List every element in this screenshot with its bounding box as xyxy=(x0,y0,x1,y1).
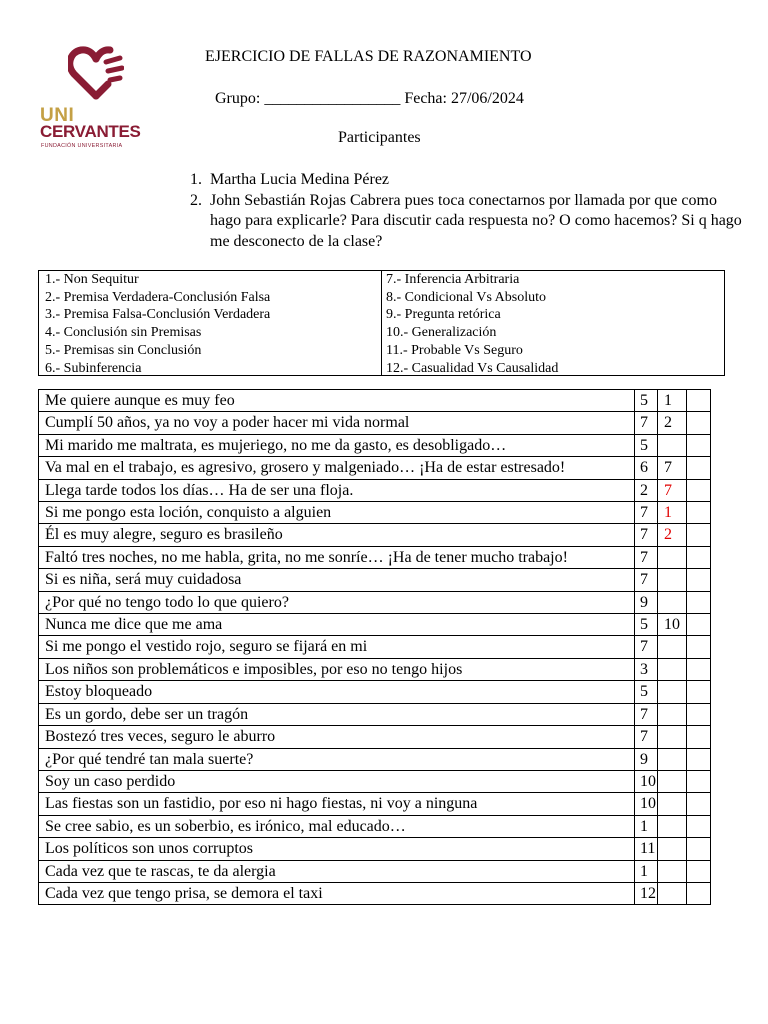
heart-logo-icon xyxy=(68,44,124,102)
table-row xyxy=(39,636,711,658)
alt-answer-cell: 10 xyxy=(658,614,687,636)
answer-cell: 10 xyxy=(635,793,658,815)
alt-answer-cell xyxy=(658,770,687,792)
statement-cell: Si me pongo esta loción, conquisto a alguien xyxy=(39,502,635,524)
alt-answer-cell: 1 xyxy=(658,390,687,412)
answer-cell: 9 xyxy=(635,591,658,613)
university-logo xyxy=(38,44,158,154)
answer-cell: 5 xyxy=(635,390,658,412)
table-row xyxy=(39,479,711,501)
alt-answer-cell: 2 xyxy=(658,524,687,546)
alt-answer-cell: 7 xyxy=(658,457,687,479)
table-row xyxy=(39,614,711,636)
table-row xyxy=(39,838,711,860)
answer-cell: 7 xyxy=(635,546,658,568)
answer-cell: 7 xyxy=(635,524,658,546)
empty-cell xyxy=(687,793,711,815)
table-row xyxy=(39,546,711,568)
alt-answer-cell xyxy=(658,591,687,613)
empty-cell xyxy=(687,882,711,904)
page-title: EJERCICIO DE FALLAS DE RAZONAMIENTO xyxy=(205,48,532,65)
legend-item: 5.- Premisas sin Conclusión xyxy=(45,342,202,358)
answer-cell: 5 xyxy=(635,614,658,636)
logo-text-fundacion: FUNDACIÓN UNIVERSITARIA xyxy=(41,143,123,149)
table-row xyxy=(39,815,711,837)
answer-cell: 7 xyxy=(635,502,658,524)
legend-item: 6.- Subinferencia xyxy=(45,360,142,376)
empty-cell xyxy=(687,591,711,613)
alt-answer-cell xyxy=(658,681,687,703)
alt-answer-cell xyxy=(658,815,687,837)
legend-item: 1.- Non Sequitur xyxy=(45,272,139,287)
table-row xyxy=(39,703,711,725)
table-row xyxy=(39,457,711,479)
empty-cell xyxy=(687,636,711,658)
answer-cell: 3 xyxy=(635,658,658,680)
table-row xyxy=(39,434,711,456)
empty-cell xyxy=(687,502,711,524)
legend-item: 9.- Pregunta retórica xyxy=(386,307,501,323)
answer-cell: 7 xyxy=(635,569,658,591)
empty-cell xyxy=(687,838,711,860)
answer-cell: 7 xyxy=(635,412,658,434)
alt-answer-cell xyxy=(658,546,687,568)
grupo-fecha-line: Grupo: _________________ Fecha: 27/06/2024 xyxy=(215,90,524,107)
answer-cell: 11 xyxy=(635,838,658,860)
table-row xyxy=(39,726,711,748)
table-row xyxy=(39,502,711,524)
statement-cell: Me quiere aunque es muy feo xyxy=(39,390,635,412)
answer-cell: 1 xyxy=(635,860,658,882)
legend-item: 11.- Probable Vs Seguro xyxy=(386,342,523,358)
participants-heading: Participantes xyxy=(338,129,421,146)
alt-answer-cell: 1 xyxy=(658,502,687,524)
alt-answer-cell: 2 xyxy=(658,412,687,434)
statement-cell: Los políticos son unos corruptos xyxy=(39,838,635,860)
alt-answer-cell xyxy=(658,434,687,456)
alt-answer-cell xyxy=(658,860,687,882)
empty-cell xyxy=(687,614,711,636)
legend-item: 10.- Generalización xyxy=(386,325,497,341)
empty-cell xyxy=(687,546,711,568)
statement-cell: Cada vez que te rascas, te da alergia xyxy=(39,860,635,882)
alt-answer-cell xyxy=(658,882,687,904)
statement-cell: Faltó tres noches, no me habla, grita, no me sonríe… ¡Ha de tener mucho trabajo! xyxy=(39,546,635,568)
answer-cell: 7 xyxy=(635,636,658,658)
answer-cell: 7 xyxy=(635,703,658,725)
statement-cell: Cumplí 50 años, ya no voy a poder hacer mi vida normal xyxy=(39,412,635,434)
alt-answer-cell xyxy=(658,636,687,658)
alt-answer-cell xyxy=(658,569,687,591)
alt-answer-cell xyxy=(658,748,687,770)
statement-cell: Si me pongo el vestido rojo, seguro se fijará en mi xyxy=(39,636,635,658)
statement-cell: Es un gordo, debe ser un tragón xyxy=(39,703,635,725)
empty-cell xyxy=(687,815,711,837)
statement-cell: Estoy bloqueado xyxy=(39,681,635,703)
table-row xyxy=(39,591,711,613)
statement-cell: Las fiestas son un fastidio, por eso ni hago fiestas, ni voy a ninguna xyxy=(39,793,635,815)
answer-cell: 5 xyxy=(635,681,658,703)
statement-cell: Mi marido me maltrata, es mujeriego, no me da gasto, es desobligado… xyxy=(39,434,635,456)
answer-cell: 7 xyxy=(635,726,658,748)
answer-cell: 10 xyxy=(635,770,658,792)
table-row xyxy=(39,524,711,546)
table-row xyxy=(39,860,711,882)
table-row xyxy=(39,681,711,703)
table-row xyxy=(39,412,711,434)
empty-cell xyxy=(687,748,711,770)
statement-cell: Cada vez que tengo prisa, se demora el taxi xyxy=(39,882,635,904)
legend-column-right xyxy=(381,271,721,375)
empty-cell xyxy=(687,726,711,748)
statement-cell: Llega tarde todos los días… Ha de ser una floja. xyxy=(39,479,635,501)
statement-cell: Bostezó tres veces, seguro le aburro xyxy=(39,726,635,748)
alt-answer-cell: 7 xyxy=(658,479,687,501)
table-row xyxy=(39,748,711,770)
empty-cell xyxy=(687,569,711,591)
answer-cell: 6 xyxy=(635,457,658,479)
table-row xyxy=(39,882,711,904)
logo-text-cervantes: CERVANTES xyxy=(40,122,141,141)
table-row xyxy=(39,390,711,412)
table-row xyxy=(39,793,711,815)
legend-item: 12.- Casualidad Vs Causalidad xyxy=(386,360,559,376)
empty-cell xyxy=(687,524,711,546)
answer-cell: 9 xyxy=(635,748,658,770)
table-row xyxy=(39,658,711,680)
participants-list xyxy=(186,170,751,252)
exercise-table xyxy=(38,389,711,905)
answer-cell: 5 xyxy=(635,434,658,456)
alt-answer-cell xyxy=(658,838,687,860)
statement-cell: Se cree sabio, es un soberbio, es irónico, mal educado… xyxy=(39,815,635,837)
statement-cell: ¿Por qué tendré tan mala suerte? xyxy=(39,748,635,770)
table-row xyxy=(39,770,711,792)
empty-cell xyxy=(687,770,711,792)
answer-cell: 1 xyxy=(635,815,658,837)
statement-cell: Los niños son problemáticos e imposibles, por eso no tengo hijos xyxy=(39,658,635,680)
empty-cell xyxy=(687,390,711,412)
empty-cell xyxy=(687,457,711,479)
legend-column-left xyxy=(39,271,385,377)
participant-item: 1. Martha Lucia Medina Pérez xyxy=(206,170,751,191)
logo-text-uni: UNI xyxy=(40,105,75,126)
statement-cell: Si es niña, será muy cuidadosa xyxy=(39,569,635,591)
statement-cell: Nunca me dice que me ama xyxy=(39,614,635,636)
answer-cell: 2 xyxy=(635,479,658,501)
legend-item: 8.- Condicional Vs Absoluto xyxy=(386,289,546,305)
empty-cell xyxy=(687,479,711,501)
fallacy-legend xyxy=(38,270,725,376)
statement-cell: ¿Por qué no tengo todo lo que quiero? xyxy=(39,591,635,613)
alt-answer-cell xyxy=(658,793,687,815)
empty-cell xyxy=(687,681,711,703)
empty-cell xyxy=(687,658,711,680)
statement-cell: Soy un caso perdido xyxy=(39,770,635,792)
empty-cell xyxy=(687,412,711,434)
legend-item: 2.- Premisa Verdadera-Conclusión Falsa xyxy=(45,289,271,305)
answer-cell: 12 xyxy=(635,882,658,904)
participant-item: 2. John Sebastián Rojas Cabrera pues toca conectarnos por llamada por que como hago para explicarle? Para discutir cada respuesta no? O como hacemos? Si q hago me desconecto de la clase? xyxy=(206,191,751,253)
empty-cell xyxy=(687,703,711,725)
legend-item: 4.- Conclusión sin Premisas xyxy=(45,325,202,341)
statement-cell: Va mal en el trabajo, es agresivo, grosero y malgeniado… ¡Ha de estar estresado! xyxy=(39,457,635,479)
legend-item: 3.- Premisa Falsa-Conclusión Verdadera xyxy=(45,307,271,323)
alt-answer-cell xyxy=(658,658,687,680)
empty-cell xyxy=(687,860,711,882)
alt-answer-cell xyxy=(658,703,687,725)
legend-item: 7.- Inferencia Arbitraria xyxy=(386,272,520,287)
table-row xyxy=(39,569,711,591)
alt-answer-cell xyxy=(658,726,687,748)
statement-cell: Él es muy alegre, seguro es brasileño xyxy=(39,524,635,546)
empty-cell xyxy=(687,434,711,456)
